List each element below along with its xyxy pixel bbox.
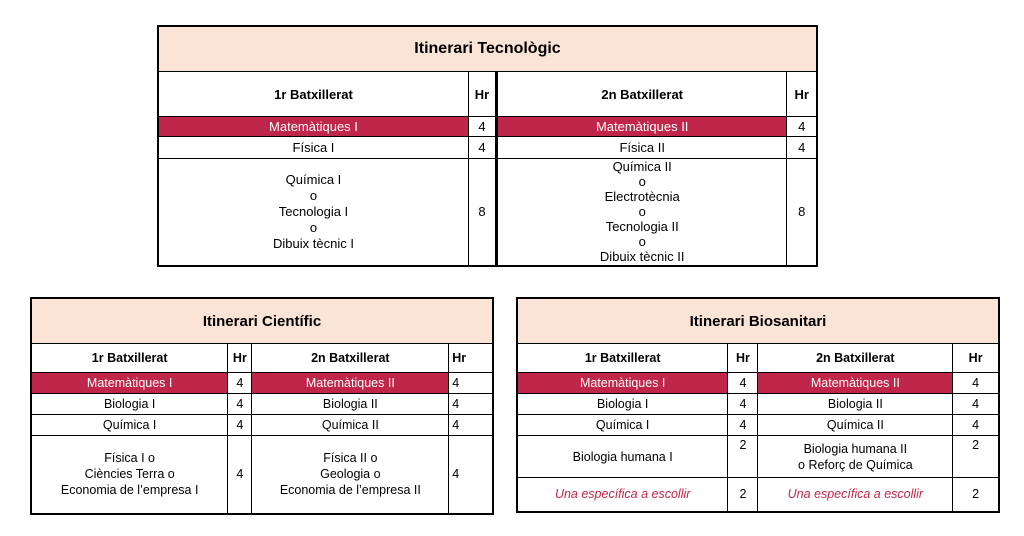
biosanitari-title: Itinerari Biosanitari [517, 298, 999, 344]
col-header-hr: Hr [228, 344, 252, 373]
hours-cell: 4 [468, 137, 496, 159]
subject-cell: Química II [252, 415, 449, 436]
option-line: o Reforç de Química [798, 457, 913, 472]
subject-cell: Matemàtiques I [158, 117, 468, 137]
hours-cell: 2 [728, 436, 758, 478]
subject-cell: Química I [517, 415, 728, 436]
option-line: Geologia o [320, 467, 381, 482]
hours-cell: 4 [728, 373, 758, 394]
col-header-1r: 1r Batxillerat [158, 72, 468, 117]
subject-cell: Matemàtiques I [31, 373, 228, 394]
cientific-table [30, 297, 494, 515]
subject-options-cell [31, 436, 228, 514]
hours-cell: 4 [228, 394, 252, 415]
option-line: Biologia humana II [803, 441, 908, 456]
hours-cell: 4 [228, 415, 252, 436]
option-line: Dibuix tècnic II [599, 249, 685, 265]
option-line: o [309, 219, 318, 235]
hours-cell: 4 [787, 117, 817, 137]
option-line: o [638, 204, 646, 220]
hours-cell: 4 [468, 117, 496, 137]
subject-cell: Matemàtiques II [496, 117, 786, 137]
subject-cell: Biologia II [758, 394, 953, 415]
col-header-2n: 2n Batxillerat [758, 344, 953, 373]
subject-cell: Biologia humana I [517, 436, 728, 478]
hours-cell: 8 [787, 159, 817, 266]
subject-cell: Biologia I [31, 394, 228, 415]
option-line: Tecnologia I [278, 203, 349, 219]
option-line: o [309, 187, 318, 203]
tecnologic-table [157, 25, 818, 267]
subject-cell: Matemàtiques I [517, 373, 728, 394]
option-line: o [638, 234, 646, 250]
col-header-hr: Hr [449, 344, 493, 373]
option-line: Física II o [323, 451, 378, 466]
elective-cell: Una específica a escollir [517, 478, 728, 512]
subject-cell: Biologia I [517, 394, 728, 415]
option-line: Química I [285, 171, 342, 187]
hours-cell: 4 [449, 436, 493, 514]
option-line: o [638, 174, 646, 190]
hours-cell: 4 [449, 394, 493, 415]
col-header-hr: Hr [953, 344, 999, 373]
hours-cell: 4 [953, 415, 999, 436]
hours-cell: 2 [953, 478, 999, 512]
col-header-hr: Hr [728, 344, 758, 373]
elective-cell: Una específica a escollir [758, 478, 953, 512]
col-header-1r: 1r Batxillerat [517, 344, 728, 373]
col-header-hr: Hr [468, 72, 496, 117]
hours-cell: 2 [953, 436, 999, 478]
hours-cell: 4 [228, 436, 252, 514]
hours-cell: 4 [728, 394, 758, 415]
option-line: Física I o [104, 451, 156, 466]
hours-cell: 4 [953, 394, 999, 415]
subject-cell: Matemàtiques II [252, 373, 449, 394]
subject-options-cell [252, 436, 449, 514]
hours-cell: 8 [468, 159, 496, 266]
subject-options-cell [496, 159, 786, 266]
option-line: Tecnologia II [605, 219, 679, 235]
hours-cell: 4 [953, 373, 999, 394]
subject-options-cell [758, 436, 953, 478]
option-line: Dibuix tècnic I [273, 235, 354, 251]
subject-cell: Física II [496, 137, 786, 159]
option-line: Química II [612, 159, 672, 175]
hours-cell: 4 [728, 415, 758, 436]
cientific-title: Itinerari Científic [31, 298, 493, 344]
option-line: Electrotècnia [604, 189, 680, 205]
col-header-hr: Hr [787, 72, 817, 117]
hours-cell: 4 [449, 373, 493, 394]
biosanitari-table [516, 297, 1000, 513]
col-header-2n: 2n Batxillerat [496, 72, 786, 117]
tecnologic-title: Itinerari Tecnològic [158, 26, 817, 72]
hours-cell: 4 [228, 373, 252, 394]
hours-cell: 2 [728, 478, 758, 512]
col-header-2n: 2n Batxillerat [252, 344, 449, 373]
subject-cell: Física I [158, 137, 468, 159]
col-header-1r: 1r Batxillerat [31, 344, 228, 373]
option-line: Economia de l’empresa I [60, 483, 199, 498]
hours-cell: 4 [787, 137, 817, 159]
subject-cell: Matemàtiques II [758, 373, 953, 394]
subject-options-cell [158, 159, 468, 266]
hours-cell: 4 [449, 415, 493, 436]
subject-cell: Biologia II [252, 394, 449, 415]
subject-cell: Química I [31, 415, 228, 436]
option-line: Economia de l’empresa II [279, 483, 421, 498]
subject-cell: Química II [758, 415, 953, 436]
option-line: Ciències Terra o [84, 467, 175, 482]
